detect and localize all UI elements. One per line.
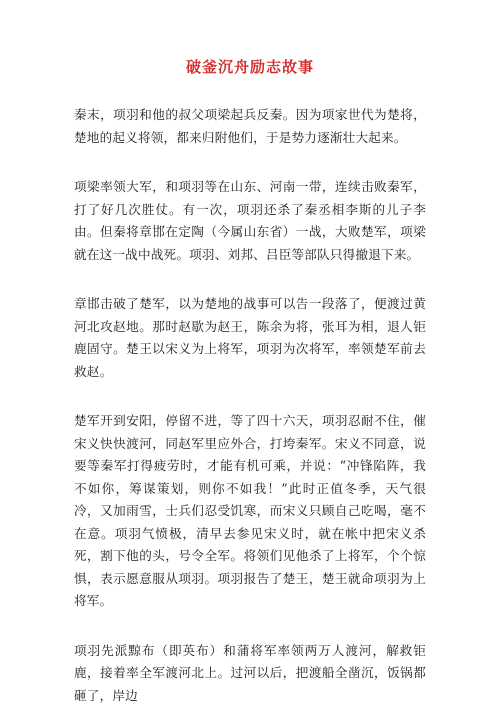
paragraph-4: 楚军开到安阳，停留不进，等了四十六天，项羽忍耐不住，催宋义快快渡河，同赵军里应外合，打垮秦军。宋义不同意，说要等秦军打得疲劳时，才能有机可乘，并说：“冲锋陷阵，我不如你，筹谋策划，则你不如我！”此时正值冬季，天气很冷，又加雨雪，士兵们忍受饥寒，而宋义只顾自己吃喝，毫不在意。项羽气愤极，清早去参见宋义时，就在帐中把宋义杀死，割下他的头，号令全军。将领们见他杀了上将军，个个惊惧，表示愿意服从项羽。项羽报告了楚王，楚王就命项羽为上将军。: [74, 413, 426, 608]
document-title: 破釜沉舟励志故事: [185, 58, 314, 76]
paragraph-1: 秦末，项羽和他的叔父项梁起兵反秦。因为项家世代为楚将，楚地的起义将领，都来归附他们，于是势力逐渐壮大起来。: [74, 107, 426, 145]
paragraph-2: 项梁率领大军，和项羽等在山东、河南一带，连续击败秦军，打了好几次胜仗。有一次，项羽还杀了秦丞相李斯的儿子李由。但秦将章邯在定陶（今属山东省）一战，大败楚军，项梁就在这一战中战死。项羽、刘邦、吕臣等部队只得撤退下来。: [74, 179, 426, 262]
paragraph-5: 项羽先派黥布（即英布）和蒲将军率领两万人渡河，解救钜鹿，接着率全军渡河北上。过河以后，把渡船全凿沉，饭锅都砸了，岸边: [74, 642, 426, 703]
paragraph-3: 章邯击破了楚军，以为楚地的战事可以告一段落了，便渡过黄河北攻赵地。那时赵歇为赵王，陈余为将，张耳为相，退人钜鹿固守。楚王以宋义为上将军，项羽为次将军，率领楚军前去救赵。: [74, 296, 426, 379]
